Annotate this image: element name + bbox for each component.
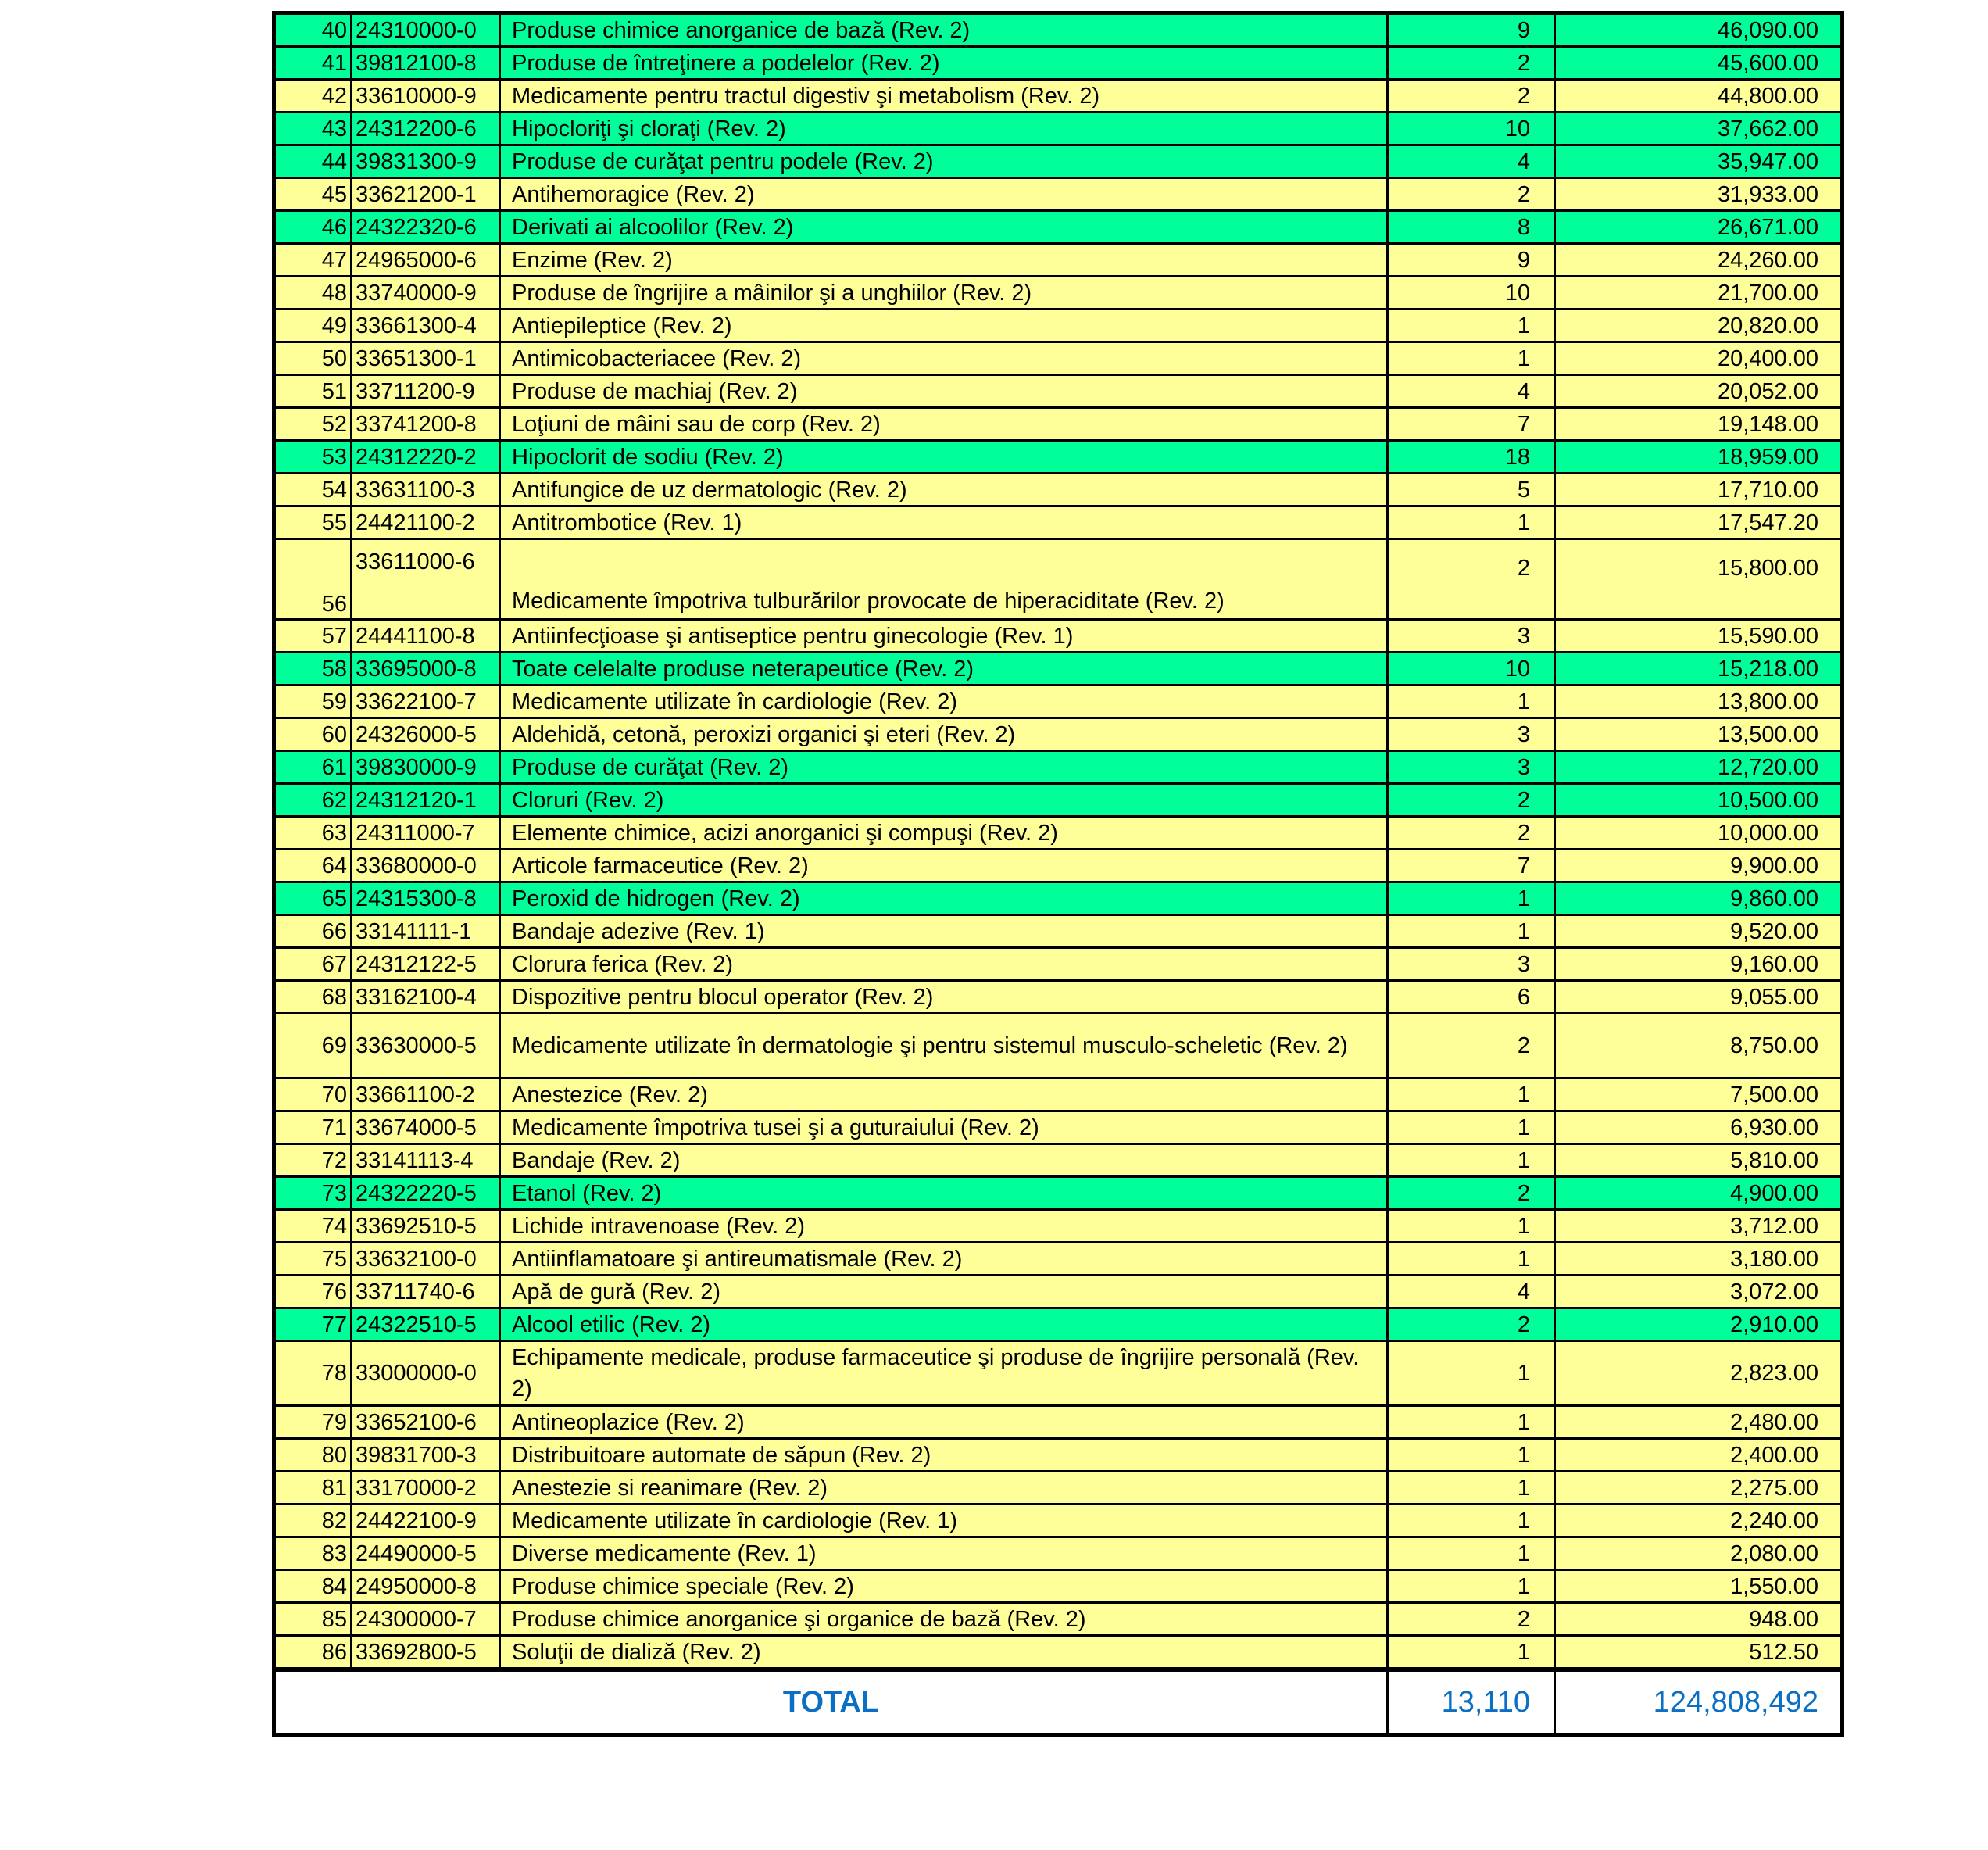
cpv-code: 33692510-5 — [352, 1210, 500, 1243]
cpv-code: 24965000-6 — [352, 244, 500, 277]
row-number: 67 — [274, 948, 352, 981]
item-count: 2 — [1388, 784, 1555, 817]
item-value: 20,400.00 — [1555, 342, 1843, 375]
item-value: 12,720.00 — [1555, 751, 1843, 784]
cpv-code: 39831300-9 — [352, 145, 500, 178]
cpv-code: 33741200-8 — [352, 408, 500, 441]
item-description: Distribuitoare automate de săpun (Rev. 2) — [500, 1439, 1388, 1472]
row-number: 69 — [274, 1014, 352, 1079]
item-value: 18,959.00 — [1555, 441, 1843, 474]
item-count: 4 — [1388, 145, 1555, 178]
cpv-code: 33141111-1 — [352, 915, 500, 948]
cpv-code: 33610000-9 — [352, 80, 500, 113]
total-value: 124,808,492 — [1555, 1669, 1843, 1735]
table-row — [274, 948, 1843, 981]
item-value: 17,547.20 — [1555, 506, 1843, 539]
item-value: 9,860.00 — [1555, 882, 1843, 915]
item-description: Echipamente medicale, produse farmaceutice şi produse de îngrijire personală (Rev. 2) — [500, 1341, 1388, 1406]
item-value: 17,710.00 — [1555, 474, 1843, 506]
table-row — [274, 1636, 1843, 1670]
item-count: 1 — [1388, 882, 1555, 915]
item-count: 1 — [1388, 1472, 1555, 1505]
table-row — [274, 1505, 1843, 1537]
cpv-code: 39831700-3 — [352, 1439, 500, 1472]
item-count: 2 — [1388, 817, 1555, 850]
item-value: 9,900.00 — [1555, 850, 1843, 882]
item-value: 2,480.00 — [1555, 1406, 1843, 1439]
item-description: Clorura ferica (Rev. 2) — [500, 948, 1388, 981]
cpv-code: 33000000-0 — [352, 1341, 500, 1406]
row-number: 71 — [274, 1111, 352, 1144]
cpv-code: 24311000-7 — [352, 817, 500, 850]
row-number: 55 — [274, 506, 352, 539]
item-value: 512.50 — [1555, 1636, 1843, 1670]
item-count: 1 — [1388, 1570, 1555, 1603]
item-description: Cloruri (Rev. 2) — [500, 784, 1388, 817]
item-count: 1 — [1388, 1243, 1555, 1276]
item-count: 10 — [1388, 113, 1555, 145]
table-row — [274, 277, 1843, 310]
item-description: Hipoclorit de sodiu (Rev. 2) — [500, 441, 1388, 474]
item-value: 15,590.00 — [1555, 620, 1843, 653]
item-description: Peroxid de hidrogen (Rev. 2) — [500, 882, 1388, 915]
item-description: Produse de curăţat (Rev. 2) — [500, 751, 1388, 784]
table-row — [274, 145, 1843, 178]
cpv-code: 24326000-5 — [352, 718, 500, 751]
cpv-code: 33611000-6 — [352, 539, 500, 620]
row-number: 79 — [274, 1406, 352, 1439]
table-row — [274, 1341, 1843, 1406]
item-value: 7,500.00 — [1555, 1079, 1843, 1111]
item-count: 1 — [1388, 1341, 1555, 1406]
item-value: 9,520.00 — [1555, 915, 1843, 948]
item-description: Antiepileptice (Rev. 2) — [500, 310, 1388, 342]
cpv-code: 33674000-5 — [352, 1111, 500, 1144]
item-value: 31,933.00 — [1555, 178, 1843, 211]
item-value: 3,072.00 — [1555, 1276, 1843, 1308]
item-value: 8,750.00 — [1555, 1014, 1843, 1079]
item-count: 2 — [1388, 1603, 1555, 1636]
item-count: 4 — [1388, 1276, 1555, 1308]
item-count: 1 — [1388, 1079, 1555, 1111]
row-number: 81 — [274, 1472, 352, 1505]
cpv-code: 33632100-0 — [352, 1243, 500, 1276]
table-row — [274, 375, 1843, 408]
total-label: TOTAL — [274, 1669, 1388, 1735]
item-count: 1 — [1388, 310, 1555, 342]
row-number: 85 — [274, 1603, 352, 1636]
item-count: 1 — [1388, 1111, 1555, 1144]
item-count: 2 — [1388, 47, 1555, 80]
row-number: 46 — [274, 211, 352, 244]
item-description: Anestezice (Rev. 2) — [500, 1079, 1388, 1111]
row-number: 58 — [274, 653, 352, 685]
item-value: 20,820.00 — [1555, 310, 1843, 342]
item-count: 5 — [1388, 474, 1555, 506]
item-count: 6 — [1388, 981, 1555, 1014]
item-value: 948.00 — [1555, 1603, 1843, 1636]
item-value: 2,080.00 — [1555, 1537, 1843, 1570]
table-row — [274, 653, 1843, 685]
row-number: 82 — [274, 1505, 352, 1537]
cpv-code: 33661100-2 — [352, 1079, 500, 1111]
table-row — [274, 784, 1843, 817]
cpv-code: 24422100-9 — [352, 1505, 500, 1537]
item-count: 1 — [1388, 685, 1555, 718]
table-row — [274, 1570, 1843, 1603]
cpv-code: 33692800-5 — [352, 1636, 500, 1670]
table-row — [274, 506, 1843, 539]
cpv-code: 24312120-1 — [352, 784, 500, 817]
row-number: 47 — [274, 244, 352, 277]
item-description: Medicamente utilizate în cardiologie (Rev. 2) — [500, 685, 1388, 718]
item-description: Produse de îngrijire a mâinilor şi a unghiilor (Rev. 2) — [500, 277, 1388, 310]
item-description: Anestezie si reanimare (Rev. 2) — [500, 1472, 1388, 1505]
item-count: 2 — [1388, 1177, 1555, 1210]
table-body — [274, 13, 1843, 1670]
table-row — [274, 441, 1843, 474]
item-count: 7 — [1388, 408, 1555, 441]
item-description: Medicamente utilizate în cardiologie (Rev. 1) — [500, 1505, 1388, 1537]
item-description: Alcool etilic (Rev. 2) — [500, 1308, 1388, 1341]
item-description: Antifungice de uz dermatologic (Rev. 2) — [500, 474, 1388, 506]
cpv-code: 33170000-2 — [352, 1472, 500, 1505]
cpv-code: 24322320-6 — [352, 211, 500, 244]
row-number: 56 — [274, 539, 352, 620]
item-description: Diverse medicamente (Rev. 1) — [500, 1537, 1388, 1570]
table-row — [274, 718, 1843, 751]
row-number: 74 — [274, 1210, 352, 1243]
item-description: Bandaje (Rev. 2) — [500, 1144, 1388, 1177]
procurement-table-sheet — [272, 11, 1840, 1737]
item-description: Hipocloriţi şi cloraţi (Rev. 2) — [500, 113, 1388, 145]
item-description: Medicamente împotriva tusei şi a guturaiului (Rev. 2) — [500, 1111, 1388, 1144]
item-description: Aldehidă, cetonă, peroxizi organici şi eteri (Rev. 2) — [500, 718, 1388, 751]
item-value: 10,500.00 — [1555, 784, 1843, 817]
table-row — [274, 1243, 1843, 1276]
table-row — [274, 1144, 1843, 1177]
item-count: 1 — [1388, 1439, 1555, 1472]
table-row — [274, 1406, 1843, 1439]
row-number: 51 — [274, 375, 352, 408]
item-description: Toate celelalte produse neterapeutice (Rev. 2) — [500, 653, 1388, 685]
item-value: 37,662.00 — [1555, 113, 1843, 145]
cpv-code: 24300000-7 — [352, 1603, 500, 1636]
item-value: 15,800.00 — [1555, 539, 1843, 620]
item-count: 2 — [1388, 1308, 1555, 1341]
cpv-code: 24312200-6 — [352, 113, 500, 145]
item-description: Produse chimice anorganice şi organice de bază (Rev. 2) — [500, 1603, 1388, 1636]
table-row — [274, 882, 1843, 915]
row-number: 49 — [274, 310, 352, 342]
cpv-code: 33622100-7 — [352, 685, 500, 718]
cpv-code: 33651300-1 — [352, 342, 500, 375]
item-value: 4,900.00 — [1555, 1177, 1843, 1210]
item-description: Produse chimice anorganice de bază (Rev. 2) — [500, 13, 1388, 47]
table-row — [274, 1308, 1843, 1341]
row-number: 52 — [274, 408, 352, 441]
item-count: 1 — [1388, 1144, 1555, 1177]
item-description: Medicamente utilizate în dermatologie şi pentru sistemul musculo-scheletic (Rev. 2) — [500, 1014, 1388, 1079]
table-row — [274, 1439, 1843, 1472]
cpv-code: 33141113-4 — [352, 1144, 500, 1177]
row-number: 83 — [274, 1537, 352, 1570]
item-count: 1 — [1388, 915, 1555, 948]
row-number: 66 — [274, 915, 352, 948]
item-value: 46,090.00 — [1555, 13, 1843, 47]
item-value: 6,930.00 — [1555, 1111, 1843, 1144]
table-row — [274, 981, 1843, 1014]
cpv-code: 33631100-3 — [352, 474, 500, 506]
item-description: Articole farmaceutice (Rev. 2) — [500, 850, 1388, 882]
table-row — [274, 1177, 1843, 1210]
item-description: Bandaje adezive (Rev. 1) — [500, 915, 1388, 948]
item-description: Antiinflamatoare şi antireumatismale (Rev. 2) — [500, 1243, 1388, 1276]
item-count: 3 — [1388, 718, 1555, 751]
item-count: 1 — [1388, 1537, 1555, 1570]
row-number: 86 — [274, 1636, 352, 1670]
row-number: 64 — [274, 850, 352, 882]
item-value: 10,000.00 — [1555, 817, 1843, 850]
cpv-code: 24421100-2 — [352, 506, 500, 539]
item-description: Soluţii de dializă (Rev. 2) — [500, 1636, 1388, 1670]
row-number: 57 — [274, 620, 352, 653]
cpv-code: 33630000-5 — [352, 1014, 500, 1079]
item-count: 9 — [1388, 13, 1555, 47]
cpv-code: 24322220-5 — [352, 1177, 500, 1210]
item-value: 2,275.00 — [1555, 1472, 1843, 1505]
table-row — [274, 751, 1843, 784]
item-count: 9 — [1388, 244, 1555, 277]
item-count: 2 — [1388, 539, 1555, 620]
row-number: 72 — [274, 1144, 352, 1177]
row-number: 78 — [274, 1341, 352, 1406]
table-row — [274, 408, 1843, 441]
item-value: 2,240.00 — [1555, 1505, 1843, 1537]
row-number: 59 — [274, 685, 352, 718]
row-number: 80 — [274, 1439, 352, 1472]
table-row — [274, 310, 1843, 342]
cpv-code: 33680000-0 — [352, 850, 500, 882]
table-row — [274, 1603, 1843, 1636]
table-row — [274, 1537, 1843, 1570]
cpv-code: 33711740-6 — [352, 1276, 500, 1308]
table-row — [274, 1472, 1843, 1505]
table-row — [274, 80, 1843, 113]
table-row — [274, 685, 1843, 718]
row-number: 75 — [274, 1243, 352, 1276]
row-number: 43 — [274, 113, 352, 145]
item-description: Dispozitive pentru blocul operator (Rev. 2) — [500, 981, 1388, 1014]
item-description: Produse de machiaj (Rev. 2) — [500, 375, 1388, 408]
item-value: 3,180.00 — [1555, 1243, 1843, 1276]
cpv-summary-table — [272, 11, 1844, 1737]
table-row — [274, 342, 1843, 375]
table-row — [274, 915, 1843, 948]
item-value: 13,800.00 — [1555, 685, 1843, 718]
row-number: 60 — [274, 718, 352, 751]
row-number: 44 — [274, 145, 352, 178]
item-value: 15,218.00 — [1555, 653, 1843, 685]
item-description: Medicamente pentru tractul digestiv şi metabolism (Rev. 2) — [500, 80, 1388, 113]
total-count: 13,110 — [1388, 1669, 1555, 1735]
item-value: 5,810.00 — [1555, 1144, 1843, 1177]
item-value: 2,400.00 — [1555, 1439, 1843, 1472]
row-number: 42 — [274, 80, 352, 113]
table-row — [274, 244, 1843, 277]
row-number: 62 — [274, 784, 352, 817]
table-row — [274, 1210, 1843, 1243]
row-number: 65 — [274, 882, 352, 915]
item-description: Antiinfecţioase şi antiseptice pentru ginecologie (Rev. 1) — [500, 620, 1388, 653]
item-count: 1 — [1388, 506, 1555, 539]
row-number: 53 — [274, 441, 352, 474]
table-row — [274, 817, 1843, 850]
cpv-code: 24310000-0 — [352, 13, 500, 47]
table-row — [274, 1276, 1843, 1308]
item-description: Produse de întreţinere a podelelor (Rev. 2) — [500, 47, 1388, 80]
item-description: Elemente chimice, acizi anorganici şi compuşi (Rev. 2) — [500, 817, 1388, 850]
item-count: 2 — [1388, 1014, 1555, 1079]
cpv-code: 24312220-2 — [352, 441, 500, 474]
item-value: 24,260.00 — [1555, 244, 1843, 277]
item-value: 13,500.00 — [1555, 718, 1843, 751]
row-number: 84 — [274, 1570, 352, 1603]
cpv-code: 24322510-5 — [352, 1308, 500, 1341]
row-number: 70 — [274, 1079, 352, 1111]
item-description: Produse chimice speciale (Rev. 2) — [500, 1570, 1388, 1603]
table-row — [274, 474, 1843, 506]
item-count: 1 — [1388, 1210, 1555, 1243]
cpv-code: 33695000-8 — [352, 653, 500, 685]
item-description: Antihemoragice (Rev. 2) — [500, 178, 1388, 211]
item-count: 3 — [1388, 751, 1555, 784]
item-description: Antitrombotice (Rev. 1) — [500, 506, 1388, 539]
cpv-code: 39812100-8 — [352, 47, 500, 80]
table-row — [274, 1014, 1843, 1079]
row-number: 73 — [274, 1177, 352, 1210]
table-row — [274, 539, 1843, 620]
cpv-code: 33621200-1 — [352, 178, 500, 211]
item-count: 1 — [1388, 1636, 1555, 1670]
item-description: Antimicobacteriacee (Rev. 2) — [500, 342, 1388, 375]
item-value: 45,600.00 — [1555, 47, 1843, 80]
cpv-code: 24315300-8 — [352, 882, 500, 915]
table-row — [274, 620, 1843, 653]
item-count: 3 — [1388, 620, 1555, 653]
cpv-code: 33661300-4 — [352, 310, 500, 342]
row-number: 54 — [274, 474, 352, 506]
cpv-code: 33162100-4 — [352, 981, 500, 1014]
item-count: 10 — [1388, 277, 1555, 310]
table-row — [274, 211, 1843, 244]
item-value: 44,800.00 — [1555, 80, 1843, 113]
item-count: 1 — [1388, 1406, 1555, 1439]
cpv-code: 33652100-6 — [352, 1406, 500, 1439]
row-number: 77 — [274, 1308, 352, 1341]
item-count: 10 — [1388, 653, 1555, 685]
table-row — [274, 13, 1843, 47]
item-value: 1,550.00 — [1555, 1570, 1843, 1603]
cpv-code: 24490000-5 — [352, 1537, 500, 1570]
item-count: 18 — [1388, 441, 1555, 474]
row-number: 63 — [274, 817, 352, 850]
item-count: 8 — [1388, 211, 1555, 244]
item-value: 19,148.00 — [1555, 408, 1843, 441]
item-description: Produse de curăţat pentru podele (Rev. 2) — [500, 145, 1388, 178]
item-count: 7 — [1388, 850, 1555, 882]
item-description: Etanol (Rev. 2) — [500, 1177, 1388, 1210]
item-count: 2 — [1388, 178, 1555, 211]
cpv-code: 39830000-9 — [352, 751, 500, 784]
item-value: 9,055.00 — [1555, 981, 1843, 1014]
item-value: 2,910.00 — [1555, 1308, 1843, 1341]
item-description: Apă de gură (Rev. 2) — [500, 1276, 1388, 1308]
item-count: 1 — [1388, 1505, 1555, 1537]
table-row — [274, 178, 1843, 211]
item-count: 4 — [1388, 375, 1555, 408]
cpv-code: 24441100-8 — [352, 620, 500, 653]
item-description: Lichide intravenoase (Rev. 2) — [500, 1210, 1388, 1243]
row-number: 48 — [274, 277, 352, 310]
table-row — [274, 1111, 1843, 1144]
cpv-code: 24312122-5 — [352, 948, 500, 981]
table-row — [274, 1079, 1843, 1111]
item-value: 35,947.00 — [1555, 145, 1843, 178]
table-row — [274, 850, 1843, 882]
item-value: 3,712.00 — [1555, 1210, 1843, 1243]
item-count: 2 — [1388, 80, 1555, 113]
row-number: 41 — [274, 47, 352, 80]
cpv-code: 24950000-8 — [352, 1570, 500, 1603]
row-number: 76 — [274, 1276, 352, 1308]
item-description: Medicamente împotriva tulburărilor provocate de hiperaciditate (Rev. 2) — [500, 539, 1388, 620]
table-row — [274, 47, 1843, 80]
item-description: Loţiuni de mâini sau de corp (Rev. 2) — [500, 408, 1388, 441]
row-number: 50 — [274, 342, 352, 375]
row-number: 40 — [274, 13, 352, 47]
row-number: 68 — [274, 981, 352, 1014]
item-value: 26,671.00 — [1555, 211, 1843, 244]
cpv-code: 33711200-9 — [352, 375, 500, 408]
row-number: 45 — [274, 178, 352, 211]
row-number: 61 — [274, 751, 352, 784]
total-row — [274, 1669, 1843, 1735]
item-description: Derivati ai alcoolilor (Rev. 2) — [500, 211, 1388, 244]
item-count: 3 — [1388, 948, 1555, 981]
item-description: Enzime (Rev. 2) — [500, 244, 1388, 277]
table-row — [274, 113, 1843, 145]
item-value: 20,052.00 — [1555, 375, 1843, 408]
item-value: 21,700.00 — [1555, 277, 1843, 310]
item-count: 1 — [1388, 342, 1555, 375]
cpv-code: 33740000-9 — [352, 277, 500, 310]
item-value: 9,160.00 — [1555, 948, 1843, 981]
item-description: Antineoplazice (Rev. 2) — [500, 1406, 1388, 1439]
item-value: 2,823.00 — [1555, 1341, 1843, 1406]
